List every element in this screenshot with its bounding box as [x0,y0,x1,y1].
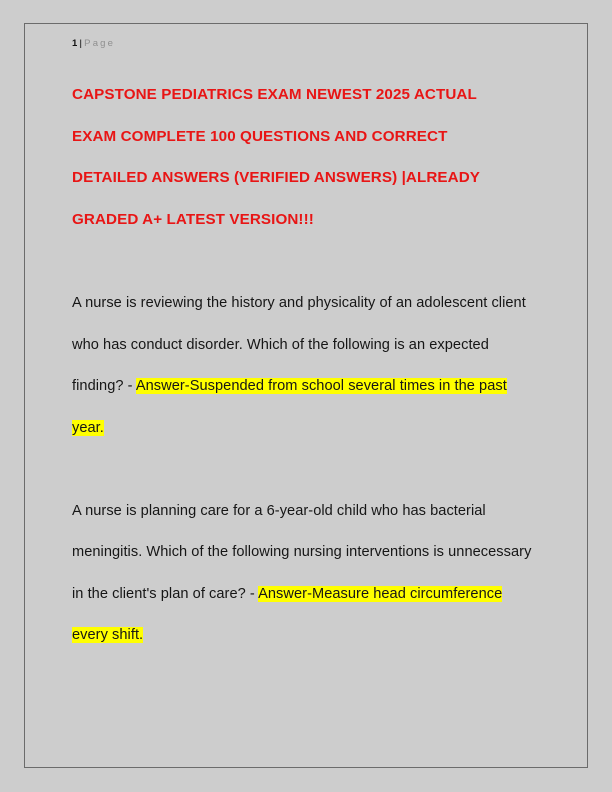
answer-text-highlighted: Answer-Suspended from school several times in the past year. [72,378,507,436]
question-text: A nurse is reviewing the history and physicality of an adolescent client who has conduct disorder. Which of the following is an expected finding? - [72,295,526,394]
question-answer-item [72,491,542,657]
page-content [72,24,565,657]
question-answer-item [72,283,542,449]
question-text: A nurse is planning care for a 6-year-old child who has bacterial meningitis. Which of the following nursing interventions is unnecessary in the client's plan of care? - [72,502,532,602]
page-header [72,24,565,49]
page-header-label: Page [84,38,116,49]
question-answer-list [72,283,565,657]
page-header-separator: | [79,38,83,49]
document-title: CAPSTONE PEDIATRICS EXAM NEWEST 2025 ACTUAL EXAM COMPLETE 100 QUESTIONS AND CORRECT DETAILED ANSWERS (VERIFIED ANSWERS) |ALREADY GRADED A+ LATEST VERSION!!! [72,86,480,228]
answer-text-highlighted: Answer-Measure head circumference every shift. [72,585,503,643]
document-page [24,23,588,768]
page-number: 1 [72,38,78,49]
